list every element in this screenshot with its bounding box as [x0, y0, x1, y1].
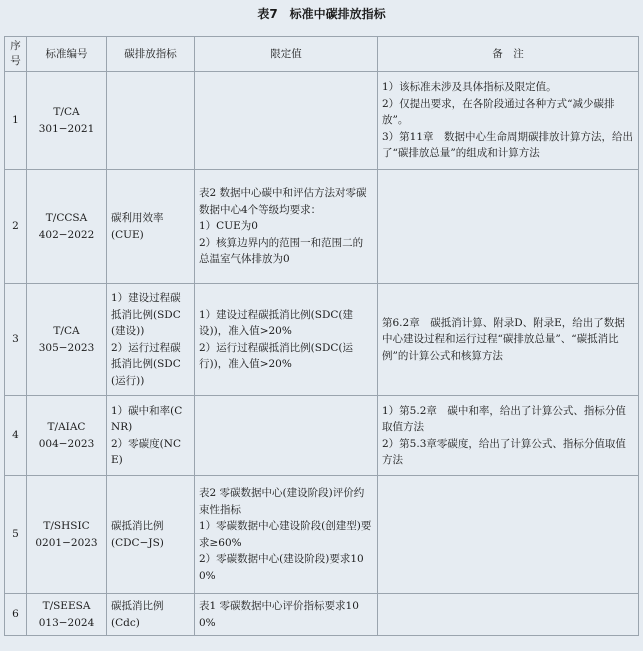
- cell-indicator: [107, 72, 195, 170]
- header-indicator: 碳排放指标: [107, 37, 195, 72]
- header-limit: 限定值: [195, 37, 378, 72]
- cell-note-line: 3）第11章 数据中心生命周期碳排放计算方法，给出了“碳排放总量”的组成和计算方法: [382, 130, 634, 160]
- cell-no: 4: [5, 396, 27, 476]
- cell-code: [27, 476, 107, 594]
- cell-code: [27, 284, 107, 396]
- cell-limit-line: 表2 数据中心碳中和评估方法对零碳数据中心4个等级均要求：: [199, 187, 367, 216]
- cell-limit-line: 1）建设过程碳抵消比例(SDC(建设))，准入值>20%: [199, 308, 354, 337]
- cell-note: [378, 72, 639, 170]
- cell-indicator-line: 1）建设过程碳抵消比例(SDC(建设)): [111, 292, 181, 337]
- cell-indicator-line: 2）零碳度(NCE): [111, 437, 181, 466]
- cell-indicator-line: (CDC−JS): [111, 536, 164, 549]
- cell-indicator: [107, 594, 195, 636]
- cell-code-line: 402−2022: [38, 228, 95, 241]
- cell-note-line: 第6.2章 碳抵消计算、附录D、附录E，给出了数据中心建设过程和运行过程“碳排放总量”、“碳抵消比例”的计算公式和核算方法: [382, 316, 625, 362]
- cell-limit-line: 2）运行过程碳抵消比例(SDC(运行))，准入值>20%: [199, 341, 354, 370]
- cell-limit-line: 1）零碳数据中心建设阶段(创建型)要求≥60%: [199, 520, 372, 549]
- cell-limit-line: 2）核算边界内的范围一和范围二的总温室气体排放为0: [199, 236, 364, 266]
- cell-indicator-line: 碳抵消比例: [111, 520, 164, 532]
- cell-indicator-line: 2）运行过程碳抵消比例(SDC(运行)): [111, 341, 181, 387]
- cell-limit: [195, 594, 378, 636]
- cell-no: 6: [5, 594, 27, 636]
- cell-code-line: T/AIAC: [47, 421, 86, 433]
- cell-indicator: [107, 284, 195, 396]
- cell-limit: [195, 284, 378, 396]
- cell-code-line: T/CCSA: [45, 212, 88, 224]
- cell-limit: [195, 396, 378, 476]
- cell-limit: [195, 170, 378, 284]
- cell-code: [27, 170, 107, 284]
- cell-note-line: 2）第5.3章零碳度，给出了计算公式、指标分值取值方法: [382, 437, 626, 466]
- cell-code-line: 004−2023: [38, 437, 95, 450]
- header-row: [5, 37, 639, 72]
- cell-code-line: 0201−2023: [35, 536, 98, 549]
- table-row: [5, 396, 639, 476]
- cell-code-line: 301−2021: [38, 122, 95, 135]
- table-row: [5, 72, 639, 170]
- table-row: [5, 170, 639, 284]
- cell-limit-line: 表2 零碳数据中心(建设阶段)评价约束性指标: [199, 487, 365, 516]
- cell-limit: [195, 72, 378, 170]
- cell-limit-line: 表1 零碳数据中心评价指标要求100%: [199, 600, 359, 629]
- cell-no: 2: [5, 170, 27, 284]
- cell-code: [27, 594, 107, 636]
- table-row: [5, 476, 639, 594]
- cell-code: [27, 72, 107, 170]
- cell-note-line: 1）该标准未涉及具体指标及限定值。: [382, 81, 557, 94]
- cell-note: [378, 594, 639, 636]
- cell-code-line: T/SHSIC: [43, 520, 90, 532]
- cell-no: 1: [5, 72, 27, 170]
- cell-indicator: [107, 170, 195, 284]
- cell-code-line: T/CA: [53, 325, 80, 337]
- cell-indicator-line: (Cdc): [111, 616, 140, 629]
- header-code: 标准编号: [27, 37, 107, 72]
- header-no: 序号: [5, 37, 27, 72]
- cell-note: [378, 476, 639, 594]
- cell-limit-line: 2）零碳数据中心(建设阶段)要求100%: [199, 553, 364, 582]
- cell-limit-line: 1）CUE为0: [199, 220, 258, 233]
- cell-code: [27, 396, 107, 476]
- cell-indicator: [107, 396, 195, 476]
- cell-indicator-line: 碳抵消比例: [111, 600, 164, 612]
- table-row: [5, 284, 639, 396]
- cell-indicator: [107, 476, 195, 594]
- cell-indicator-line: (CUE): [111, 228, 144, 241]
- cell-indicator-line: 碳利用效率: [111, 212, 164, 224]
- table-caption: 表7 标准中碳排放指标: [257, 7, 386, 21]
- carbon-emission-indicator-table: [4, 36, 639, 636]
- cell-code-line: 013−2024: [38, 616, 95, 629]
- header-note: 备 注: [378, 37, 639, 72]
- cell-indicator-line: 1）碳中和率(CNR): [111, 404, 183, 433]
- cell-code-line: T/SEESA: [42, 600, 91, 612]
- cell-note: [378, 284, 639, 396]
- cell-note-line: 1）第5.2章 碳中和率，给出了计算公式、指标分值取值方法: [382, 404, 626, 433]
- cell-note-line: 2）仅提出要求，在各阶段通过各种方式“减少碳排放”。: [382, 97, 615, 127]
- table-row: [5, 594, 639, 636]
- cell-note: [378, 396, 639, 476]
- cell-no: 5: [5, 476, 27, 594]
- cell-note: [378, 170, 639, 284]
- cell-limit: [195, 476, 378, 594]
- cell-code-line: 305−2023: [38, 341, 95, 354]
- cell-no: 3: [5, 284, 27, 396]
- cell-code-line: T/CA: [53, 106, 80, 118]
